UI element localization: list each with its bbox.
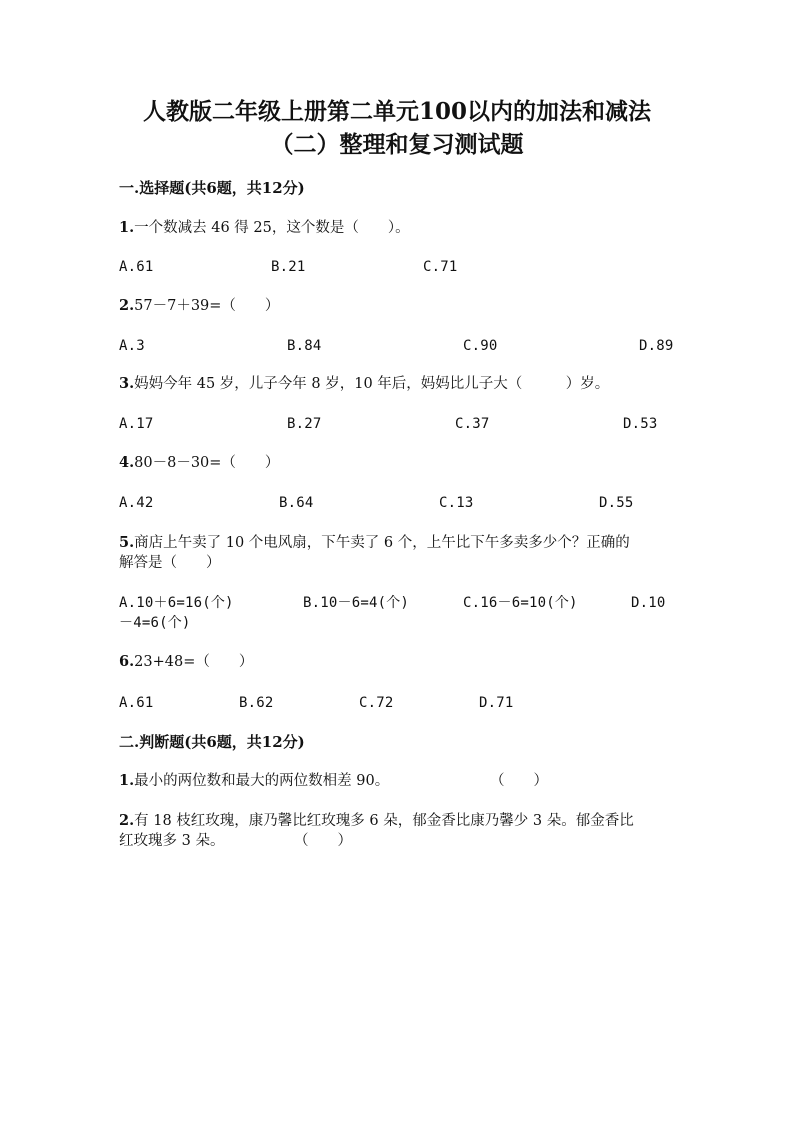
- option-a[interactable]: A.10＋6=16(个): [119, 595, 234, 611]
- option-c[interactable]: C.72: [359, 695, 394, 711]
- question-text: 23+48=（ ）: [134, 654, 254, 670]
- section1-heading: 一.选择题(共6题，共12分): [119, 179, 305, 197]
- option-a[interactable]: A.17: [119, 416, 154, 432]
- option-d[interactable]: D.55: [599, 495, 634, 511]
- question-number: 1.: [119, 772, 135, 789]
- question-5-continued: 解答是（ ）: [119, 555, 221, 571]
- option-b[interactable]: B.27: [287, 416, 322, 432]
- option-b[interactable]: B.84: [287, 338, 322, 354]
- option-a[interactable]: A.61: [119, 695, 154, 711]
- option-c[interactable]: C.71: [423, 259, 458, 275]
- question-number: 1.: [119, 219, 135, 236]
- page-title-line2: （二）整理和复习测试题: [270, 131, 524, 158]
- option-a[interactable]: A.61: [119, 259, 154, 275]
- judge-question-2: [119, 811, 679, 831]
- question-4: [119, 453, 679, 473]
- question-number: 6.: [119, 653, 135, 670]
- option-b[interactable]: B.10－6=4(个): [303, 595, 410, 611]
- question-6: [119, 652, 679, 672]
- answer-blank[interactable]: （ ）: [490, 773, 548, 789]
- question-5: [119, 533, 679, 553]
- judge-question-2-continued: 红玫瑰多 3 朵。: [119, 833, 225, 849]
- question-number: 4.: [119, 454, 135, 471]
- question-text: 80－8－30=（ ）: [134, 455, 280, 471]
- question-number: 3.: [119, 375, 135, 392]
- answer-blank[interactable]: （ ）: [294, 833, 352, 849]
- option-c[interactable]: C.90: [463, 338, 498, 354]
- option-b[interactable]: B.21: [271, 259, 306, 275]
- question-number: 2.: [119, 297, 135, 314]
- question-number: 2.: [119, 812, 135, 829]
- option-d[interactable]: D.89: [639, 338, 674, 354]
- question-text: 妈妈今年 45 岁，儿子今年 8 岁，10 年后，妈妈比儿子大（ ）岁。: [134, 376, 610, 392]
- question-text: 最小的两位数和最大的两位数相差 90。: [134, 773, 390, 789]
- question-text: 商店上午卖了 10 个电风扇，下午卖了 6 个，上午比下午多卖多少个？正确的: [134, 535, 630, 551]
- option-c[interactable]: C.37: [455, 416, 490, 432]
- question-2: [119, 296, 679, 316]
- question-text: 一个数减去 46 得 25，这个数是（ ）。: [134, 220, 410, 236]
- option-b[interactable]: B.62: [239, 695, 274, 711]
- question-number: 5.: [119, 534, 135, 551]
- option-b[interactable]: B.64: [279, 495, 314, 511]
- option-c[interactable]: C.16－6=10(个): [463, 595, 578, 611]
- option-c[interactable]: C.13: [439, 495, 474, 511]
- question-text: 57－7＋39=（ ）: [134, 298, 280, 314]
- option-d[interactable]: D.10: [631, 595, 666, 611]
- question-1: [119, 218, 679, 238]
- page-title-line1: 人教版二年级上册第二单元100以内的加法和减法: [142, 98, 651, 125]
- option-a[interactable]: A.42: [119, 495, 154, 511]
- option-a[interactable]: A.3: [119, 338, 145, 354]
- option-d[interactable]: D.53: [623, 416, 658, 432]
- judge-question-1: [119, 771, 679, 791]
- option-d-continued: －4=6(个): [119, 615, 191, 631]
- question-3: [119, 374, 679, 394]
- section2-heading: 二.判断题(共6题，共12分): [119, 733, 305, 751]
- question-text: 有 18 枝红玫瑰，康乃馨比红玫瑰多 6 朵，郁金香比康乃馨少 3 朵。郁金香比: [134, 813, 634, 829]
- option-d[interactable]: D.71: [479, 695, 514, 711]
